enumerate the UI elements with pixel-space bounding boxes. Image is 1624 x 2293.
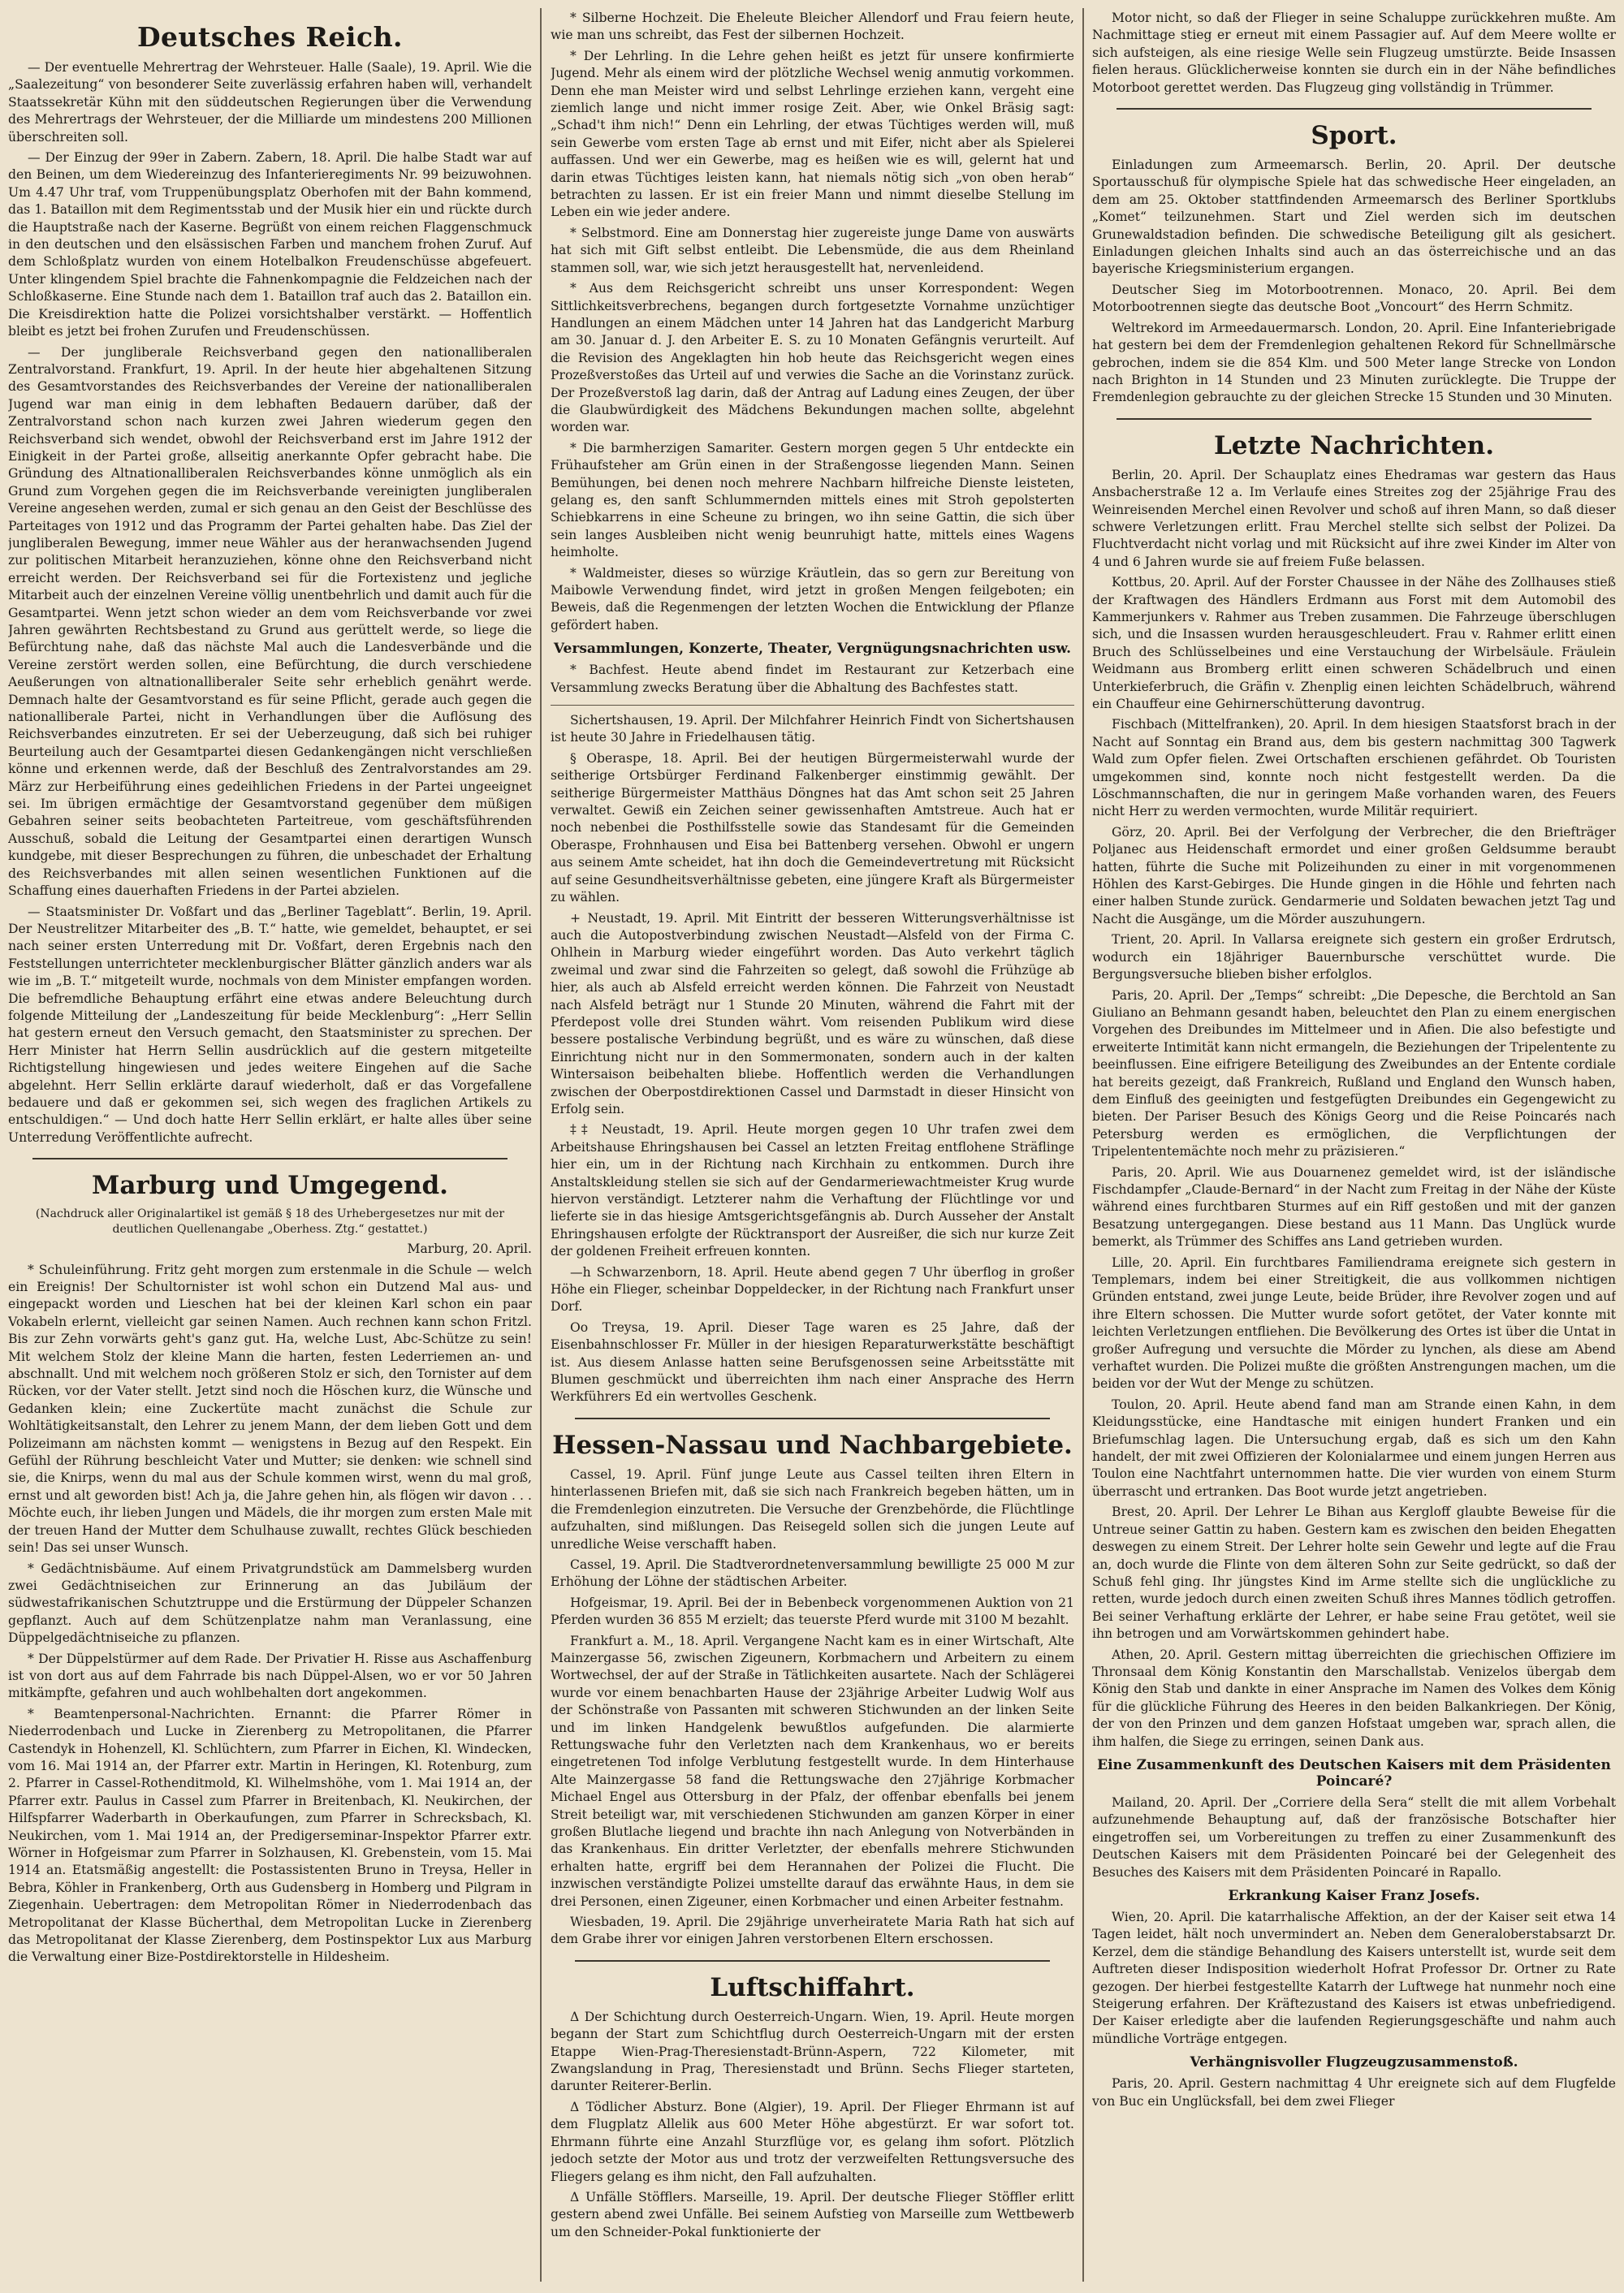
article: Kottbus, 20. April. Auf der Forster Chaussee in der Nähe des Zollhauses stieß der Kraftwagen des Händlers Erdmann aus Forst mit dem Automobil des Kammerjunkers v. Rahmer aus Treben zusammen. Die Fahrzeuge überschlugen sich, und die Insassen wurden herausgeschleudert. Frau v. Rahmer erlitt einen Bruch des Schlüsselbeines und eine Verstauchung der Wirbelsäule. Fräulein Weidmann aus Bromberg erlitt einen schweren Schädelbruch und einen Unterkieferbruch, die Gräfin v. Zhenplig einen leichten Schädelbruch, während ein Chauffeur eine Gehirnerschütterung davontrug. xyxy=(1092,575,1616,711)
article: Paris, 20. April. Wie aus Douarnenez gemeldet wird, ist der isländische Fischdampfer „Claude-Bernard“ in der Nacht zum Freitag in der Nähe der Küste während eines furchtbaren Sturmes auf ein Riff gestoßen und mit der ganzen Besatzung untergegangen. Diese bestand aus 11 Mann. Das Unglück wurde bemerkt, als Trümmer des Schiffes ans Land getrieben wurden. xyxy=(1092,1164,1616,1250)
article: Athen, 20. April. Gestern mittag überreichten die griechischen Offiziere im Thronsaal dem König Konstantin den Marschallstab. Venizelos übergab dem König den Stab und dankte in einer Ansprache im Namen des Volkes dem König für die glückliche Führung des Heeres in den beiden Balkankriegen. Der König, der von den Prinzen und dem ganzen Hofstaat umgeben war, sprach allen, die ihm halfen, die Siege zu erringen, seinen Dank aus. xyxy=(1092,1647,1616,1749)
section-heading: Marburg und Umgegend. xyxy=(92,1171,448,1201)
article: + Neustadt, 19. April. Mit Eintritt der besseren Witterungsverhältnisse ist auch die Autopostverbindung zwischen Neustadt—Alsfeld von der Firma C. Ohlhein in Marburg wieder eingeführt worden. Das Auto verkehrt täglich zweimal und zwar sind die Fahrzeiten so gelegt, daß sowohl die Frühzüge ab hier, als auch ab Alsfeld erreicht werden können. Die Fahrzeit von Neustadt nach Alsfeld beträgt nur 1 Stunde 20 Minuten, während die Fahrt mit der Pferdepost volle drei Stunden währt. Vom reisenden Publikum wird diese bessere postalische Verbindung begrüßt, und es wäre zu wünschen, daß diese Einrichtung nicht nur in den Sommermonaten, sondern auch in der kalten Wintersaison beibehalten bliebe. Hoffentlich werden die Verhandlungen zwischen der Oberpostdirektionen Cassel und Darmstadt in dieser Hinsicht von Erfolg sein. xyxy=(551,910,1074,1116)
article: Wien, 20. April. Die katarrhalische Affektion, an der der Kaiser seit etwa 14 Tagen leidet, hält noch unvermindert an. Neben dem Generaloberstabsarzt Dr. Kerzel, dem die ständige Behandlung des Kaisers unterstellt ist, wurde seit dem Auftreten dieser Indisposition wiederholt Hofrat Professor Dr. Ortner zu Rate gezogen. Der hierbei festgestellte Katarrh der Luftwege hat nunmehr noch eine Steigerung erfahren. Der Kräftezustand des Kaisers ist etwas unbefriedigend. Der Kaiser erledigte aber die laufenden Regierungsgeschäfte und nahm auch mündliche Vorträge entgegen. xyxy=(1092,1910,1616,2046)
article: § Oberaspe, 18. April. Bei der heutigen Bürgermeisterwahl wurde der seitherige Ortsbürger Ferdinand Falkenberger einstimmig gewählt. Der seitherige Bürgermeister Matthäus Döngnes hat das Amt schon seit 25 Jahren verwaltet. Gewiß ein Zeichen seiner gewissenhaften Amtstreue. Auch hat er noch nebenbei die Posthilfsstelle sowie das Standesamt für die Gemeinden Oberaspe, Frohnhausen und Eisa bei Battenberg versehen. Obwohl er ungern aus seinem Amte scheidet, hat ihn doch die Gemeindevertretung mit Rücksicht auf seine Gesundheitsverhältnisse gebeten, eine jüngere Kraft als Bürgermeister zu wählen. xyxy=(551,750,1074,905)
article: * Bachfest. Heute abend findet im Restaurant zur Ketzerbach eine Versammlung zwecks Beratung über die Abhaltung des Bachfestes statt. xyxy=(551,663,1074,695)
article: — Staatsminister Dr. Voßfart und das „Berliner Tageblatt“. Berlin, 19. April. Der Neustrelitzer Mitarbeiter des „B. T.“ hatte, wie gemeldet, behauptet, er sei nach seiner ersten Unterredung mit Dr. Voßfart, deren Ergebnis nach den Feststellungen unterrichteter mecklenburgischer Blätter gänzlich anders war als wie im „B. T.“ mitgeteilt wurde, nochmals von dem Minister empfangen worden. Die befremdliche Behauptung erfährt eine etwas andere Beleuchtung durch folgende Mitteilung der „Landeszeitung für beide Mecklenburg“: „Herr Sellin hat gestern erneut den Versuch gemacht, den Staatsminister zu sprechen. Der Herr Minister hat Herrn Sellin ausdrücklich auf die gestern mitgeteilte Richtigstellung hingewiesen und jedes weitere Eingehen auf die Sache abgelehnt. Herr Sellin erklärte darauf wiederholt, daß er das Vorgefallene bedauere und daß er gekommen sei, sich wegen des fraglichen Artikels zu entschuldigen.“ — Und doch hatte Herr Sellin erklärt, er halte alles über seine Unterredung Veröffentlichte aufrecht. xyxy=(8,904,532,1145)
article: * Aus dem Reichsgericht schreibt uns unser Korrespondent: Wegen Sittlichkeitsverbrechens, begangen durch fortgesetzte Vornahme unzüchtiger Handlungen an einem Mädchen unter 14 Jahren hat das Landgericht Marburg am 30. Januar d. J. den Arbeiter E. S. zu 10 Monaten Gefängnis verurteilt. Auf die Revision des Angeklagten hin hob heute das Reichsgericht wegen eines Prozeßverstoßes das Urteil auf und verwies die Sache an die Vorinstanz zurück. Der Prozeßverstoß lag darin, daß der Antrag auf Ladung eines Zeugen, der über die Glaubwürdigkeit des Mädchens Bekundungen machen sollte, abgelehnt worden war. xyxy=(551,281,1074,435)
section-heading: Sport. xyxy=(1311,121,1397,151)
section-divider xyxy=(1116,108,1592,110)
article: Oo Treysa, 19. April. Dieser Tage waren es 25 Jahre, daß der Eisenbahnschlosser Fr. Müller in der hiesigen Reparaturwerkstätte beschäftigt ist. Aus diesem Anlasse hatten seine Berufsgenossen seine Arbeitsstätte mit Blumen geschmückt und überreichten ihm nach einer Ansprache des Herrn Werkführers Ed ein wertvolles Geschenk. xyxy=(551,1319,1074,1405)
article: Berlin, 20. April. Der Schauplatz eines Ehedramas war gestern das Haus Ansbacherstraße 12 a. Im Verlaufe eines Streites zog der 25jährige Frau des Weinreisenden Merchel einen Revolver und schoß auf ihren Mann, so daß dieser schwere Verletzungen erlitt. Frau Merchel stellte sich selbst der Polizei. Da Fluchtverdacht nicht vorlag und mit Rücksicht auf ihre zwei Kinder im Alter von 4 und 6 Jahren wurde sie auf freiem Fuße belassen. xyxy=(1092,467,1616,569)
article: Paris, 20. April. Gestern nachmittag 4 Uhr ereignete sich auf dem Flugfelde von Buc ein Unglücksfall, bei dem zwei Flieger xyxy=(1092,2076,1616,2109)
article: Einladungen zum Armeemarsch. Berlin, 20. April. Der deutsche Sportausschuß für olympische Spiele hat das schwedische Heer eingeladen, an dem am 25. Oktober stattfindenden Armeemarsch des Berliner Sportklubs „Komet“ teilzunehmen. Start und Ziel werden sich im deutschen Grunewaldstadion befinden. Die schwedische Beteiligung gilt als gesichert. Einladungen gleichen Inhalts sind auch an das österreichische und an das bayerische Kriegsministerium ergangen. xyxy=(1092,158,1616,277)
column-rule xyxy=(1082,8,1084,2282)
article: Motor nicht, so daß der Flieger in seine Schaluppe zurückkehren mußte. Am Nachmittage stieg er erneut mit einem Passagier auf. Auf dem Meere wollte er sich aufsteigen, als eine riesige Welle sein Flugzeug umstürzte. Beide Insassen fielen heraus. Glücklicherweise konnten sie durch ein in der Nähe befindliches Motorboot gerettet werden. Das Flugzeug ging vollständig in Trümmer. xyxy=(1092,11,1616,95)
dateline: Marburg, 20. April. xyxy=(407,1242,532,1257)
section-heading: Letzte Nachrichten. xyxy=(1213,430,1494,460)
article: — Der Einzug der 99er in Zabern. Zabern, 18. April. Die halbe Stadt war auf den Beinen, um dem Wiedereinzug des Infanterieregiments Nr. 99 beizuwohnen. Um 4.47 Uhr traf, vom Truppenübungsplatz Oberhofen mit der Bahn kommend, das 1. Bataillon mit dem Regimentsstab und der Musik hier ein und rückte durch die Hauptstraße nach der Kaserne. Begrüßt von einem reichen Flaggenschmuck in den deutschen und den elsässischen Farben und manchem frohen Zuruf. Auf dem Schloßplatz wurden von einem Hotelbalkon Freudenschüsse abgefeuert. Unter klingendem Spiel brachte die Fahnenkompagnie die Feldzeichen nach der Schloßkaserne. Eine Stunde nach dem 1. Bataillon traf auch das 2. Bataillon ein. Die Kreisdirektion hatte die Polizei vorsichtshalber verstärkt. — Hoffentlich bleibt es jetzt bei frohen Zurufen und Freudenschüssen. xyxy=(8,150,532,339)
article: Görz, 20. April. Bei der Verfolgung der Verbrecher, die den Briefträger Poljanec aus Heidenschaft ermordet und einer großen Geldsumme beraubt hatten, führte die Suche mit Polizeihunden zu einer in mit vorgenommenen Höhlen des Karst-Gebirges. Die Hunde gingen in die Höhle und fehrten nach einer halben Stunde zurück. Gendarmerie und Soldaten bewachen jetzt Tag und Nacht die Ausgänge, um die Mörder auszuhungern. xyxy=(1092,824,1616,926)
article: Brest, 20. April. Der Lehrer Le Bihan aus Kergloff glaubte Beweise für die Untreue seiner Gattin zu haben. Gestern kam es zwischen den beiden Ehegatten deswegen zu einem Streit. Der Lehrer holte sein Gewehr und legte auf die Frau an, doch wurde die Flinte von dem älteren Sohn zur Seite gedrückt, so daß der Schuß fehl ging. Ihr jüngstes Kind im Arme stellte sich die unglückliche zu retten, wurde jedoch durch einen zweiten Schuß ihres Mannes tödlich getroffen. Bei seiner Verhaftung erklärte der Lehrer, er habe seine Frau getötet, weil sie ihn betrogen und am Vorwärtskommen gehindert habe. xyxy=(1092,1505,1616,1642)
copyright-note: (Nachdruck aller Originalartikel ist gemäß § 18 des Urhebergesetzes nur mit der deutlichen Quellenangabe „Oberhess. Ztg.“ gestattet.) xyxy=(35,1207,505,1237)
article: Sichertshausen, 19. April. Der Milchfahrer Heinrich Findt von Sichertshausen ist heute 30 Jahre in Friedelhausen tätig. xyxy=(551,713,1074,745)
article: Lille, 20. April. Ein furchtbares Familiendrama ereignete sich gestern in Templemars, indem bei einer Streitigkeit, die aus vollkommen nichtigen Gründen entstand, zwei junge Leute, beide Brüder, ihre Revolver zogen und auf ihre Eltern schossen. Die Mutter wurde sofort getötet, der Vater konnte mit leichten Verletzungen entfliehen. Die Bevölkerung des Ortes ist über die Untat in großer Aufregung und versuchte die Mörder zu lynchen, als diese am Abend verhaftet wurden. Die Polizei mußte die größten Anstrengungen machen, um die beiden vor der Wut der Menge zu schützen. xyxy=(1092,1254,1616,1392)
section-divider xyxy=(575,1418,1050,1419)
article: * Silberne Hochzeit. Die Eheleute Bleicher Allendorf und Frau feiern heute, wie man uns schreibt, das Fest der silbernen Hochzeit. xyxy=(551,11,1074,43)
column-rule xyxy=(540,8,542,2282)
article: Fischbach (Mittelfranken), 20. April. In dem hiesigen Staatsforst brach in der Nacht auf Sonntag ein Brand aus, dem bis gestern nachmittag 300 Tagwerk Wald zum Opfer fielen. Zwei Ortschaften erschienen gefährdet. Ob Touristen umgekommen sind, konnte noch nicht festgestellt werden. Da die Löschmannschaften, die nur in geringem Maße vorhanden waren, des Feuers nicht Herr zu werden vermochten, wurde Militär requiriert. xyxy=(1092,717,1616,819)
column-3 xyxy=(1092,10,1616,2283)
article: Δ Tödlicher Absturz. Bone (Algier), 19. April. Der Flieger Ehrmann ist auf dem Flugplatz Allelik aus 600 Meter Höhe abgestürzt. Er war sofort tot. Ehrmann führte eine Anzahl Sturzflüge vor, es gelang ihm sofort. Plötzlich jedoch setzte der Motor aus und trotz der verzweifelten Rettungsversuche des Fliegers gelang es ihm nicht, den Fall aufzuhalten. xyxy=(551,2099,1074,2184)
article: Δ Unfälle Stöfflers. Marseille, 19. April. Der deutsche Flieger Stöffler erlitt gestern abend zwei Unfälle. Bei seinem Aufstieg von Marseille zum Wettbewerb um den Schneider-Pokal funktionierte der xyxy=(551,2189,1074,2239)
article: Trient, 20. April. In Vallarsa ereignete sich gestern ein großer Erdrutsch, wodurch ein 18jähriger Bauernbursche verschüttet wurde. Die Bergungsversuche blieben bisher erfolglos. xyxy=(1092,932,1616,982)
subsection-heading: Erkrankung Kaiser Franz Josefs. xyxy=(1228,1888,1480,1904)
article: Δ Der Schichtung durch Oesterreich-Ungarn. Wien, 19. April. Heute morgen begann der Start zum Schichtflug durch Oesterreich-Ungarn mit der ersten Etappe Wien-Prag-Theresienstadt-Brünn-Aspern, 722 Kilometer, mit Zwangslandung in Prag, Theresienstadt und Brünn. Sechs Flieger starteten, darunter Reiterer-Berlin. xyxy=(551,2009,1074,2094)
article: Cassel, 19. April. Fünf junge Leute aus Cassel teilten ihren Eltern in hinterlassenen Briefen mit, daß sie sich nach Frankreich begeben hätten, um in die Fremdenlegion einzutreten. Die Versuche der Grenzbehörde, die Flüchtlinge aufzuhalten, sind mißlungen. Das Reisegeld sollen sich die jungen Leute auf unredliche Weise verschafft haben. xyxy=(551,1466,1074,1552)
article: * Gedächtnisbäume. Auf einem Privatgrundstück am Dammelsberg wurden zwei Gedächtniseichen zur Erinnerung an das Jubiläum der südwestafrikanischen Schutztruppe und die Erstürmung der Düppeler Schanzen gepflanzt. Auch auf dem Schützenplatze nahm man Veranlassung, eine Düppelgedächtniseiche zu pflanzen. xyxy=(8,1561,532,1646)
column-2 xyxy=(551,10,1074,2283)
section-divider xyxy=(1116,418,1592,420)
article: Toulon, 20. April. Heute abend fand man am Strande einen Kahn, in dem Kleidungsstücke, eine Handtasche mit einigen hundert Franken und ein Briefumschlag lagen. Die Untersuchung ergab, daß es sich um den Kahn handelt, der mit zwei Offizieren der Kolonialarmee und einem jungen Herren aus Toulon eine Nachtfahrt unternommen hatte. Die vier wurden von einem Sturm überrascht und ertranken. Das Boot wurde jetzt angetrieben. xyxy=(1092,1397,1616,1499)
article: * Der Lehrling. In die Lehre gehen heißt es jetzt für unsere konfirmierte Jugend. Mehr als einem wird der plötzliche Wechsel wenig anmutig vorkommen. Denn ehe man Meister wird und selbst Lehrlinge erziehen kann, vergeht eine ziemlich lange und nicht immer rosige Zeit. Aber, wie Onkel Bräsig sagt: „Schad't ihm nich!“ Denn ein Lehrling, der etwas Tüchtiges werden will, muß sein Gewerbe vom ersten Tage ab ernst und mit Eifer, nicht aber als Spielerei auffassen. Und wer ein Gewerbe, mag es heißen wie es will, gelernt hat und darin etwas Tüchtiges leisten kann, hat niemals nötig sich „von oben herab“ betrachten zu lassen. Er ist ein freier Mann und nimmt dieselbe Stellung im Leben ein wie jeder andere. xyxy=(551,48,1074,220)
article: ‡‡ Neustadt, 19. April. Heute morgen gegen 10 Uhr trafen zwei dem Arbeitshause Ehringshausen bei Cassel an letzten Freitag entflohene Sträflinge hier ein, um in der Richtung nach Kirchhain zu entkommen. Durch ihre Anstaltskleidung stellen sie sich auf der Gendarmeriewachtmeister Krug wurde hiervon verständigt. Letzterer nahm die Verhaftung der Flüchtlinge vor und lieferte sie in das hiesige Amtsgerichtsgefängnis ab. Durch Ausseher der Anstalt Ehringshausen erfolgte der Rücktransport der Ausreißer, die sich nur kurze Zeit der goldenen Freiheit erfreuen konnten. xyxy=(551,1122,1074,1259)
section-heading: Hessen-Nassau und Nachbargebiete. xyxy=(552,1430,1073,1460)
article: * Selbstmord. Eine am Donnerstag hier zugereiste junge Dame von auswärts hat sich mit Gift selbst entleibt. Die Lebensmüde, die aus dem Rheinland stammen soll, war, wie sich jetzt herausgestellt hat, nervenleidend. xyxy=(551,225,1074,275)
subsection-heading: Versammlungen, Konzerte, Theater, Vergnügungsnachrichten usw. xyxy=(553,641,1072,658)
section-heading: Deutsches Reich. xyxy=(136,21,404,53)
section-divider xyxy=(32,1158,508,1159)
article: Paris, 20. April. Der „Temps“ schreibt: „Die Depesche, die Berchtold an San Giuliano an Behmann gesandt haben, beleuchtet den Plan zu einem energischen Vorgehen des Dreibundes im Mittelmeer und in Afien. Die also befestigte und erweiterte Intimität kann nicht ermangeln, die Beziehungen der Tripelentente zu beeinflussen. Eine eifrigere Beteiligung des Zweibundes an der Entente cordiale hat bereits gezeigt, daß Frankreich, Rußland und England den Wunsch haben, dem Einfluß des geeinigten und festgefügten Dreibundes ein Gegengewicht zu bieten. Der Pariser Besuch des Königs Georg und die Reise Poincarés nach Petersburg werden es ermöglichen, die Verpflichtungen der Tripelententemächte noch mehr zu präzisieren.“ xyxy=(1092,987,1616,1159)
article: Deutscher Sieg im Motorbootrennen. Monaco, 20. April. Bei dem Motorbootrennen siegte das deutsche Boot „Voncourt“ des Herrn Schmitz. xyxy=(1092,282,1616,315)
article: Frankfurt a. M., 18. April. Vergangene Nacht kam es in einer Wirtschaft, Alte Mainzergasse 56, zwischen Zigeunern, Korbmachern und Arbeitern zu einem Wortwechsel, der auf der Straße in Tätlichkeiten ausartete. Nach der Schlägerei wurde vor einem benachbarten Hause der 23jährige Arbeiter Ludwig Wolf aus der Schönstraße von Passanten mit schweren Stichwunden an der linken Seite und im linken Handgelenk bewußtlos aufgefunden. Die alarmierte Rettungswache fuhr den Verletzten nach dem Krankenhaus, wo er bereits eingetretenen Tod infolge Verblutung festgestellt wurde. In dem Hinterhause Alte Mainzergasse 58 fand die Rettungswache den 27jährige Korbmacher Michael Engel aus Ottersburg in der Pfalz, der offenbar ebenfalls bei jenem Streit beteiligt war, mit verschiedenen Stichwunden am ganzen Körper in einer großen Blutlache liegend und brachte ihn nach Anlegung von Notverbänden in das Krankenhaus. Ein dritter Verletzter, der ebenfalls mehrere Stichwunden erhalten hatte, ergriff bei dem Herannahen der Polizei die Flucht. Die inzwischen verständigte Polizei umstellte darauf das erwähnte Haus, in dem sie drei Personen, einen Zigeuner, einen Korbmacher und einen Arbeiter festnahm. xyxy=(551,1633,1074,1909)
section-divider xyxy=(575,1960,1050,1962)
article: Mailand, 20. April. Der „Corriere della Sera“ stellt die mit allem Vorbehalt aufzunehmende Behauptung auf, daß der französische Botschafter hier eingetroffen sei, um Vorbereitungen zu treffen zu einer Zusammenkunft des Deutschen Kaisers mit dem Präsidenten Poincaré bei der Gelegenheit des Besuches des Kaisers mit dem Präsidenten Poincaré in Rapallo. xyxy=(1092,1794,1616,1880)
article: Weltrekord im Armeedauermarsch. London, 20. April. Eine Infanteriebrigade hat gestern bei dem der Fremdenlegion gehaltenen Rekord für Schnellmärsche gebrochen, indem sie die 854 Klm. und 500 Meter lange Strecke von London nach Brighton in 14 Stunden und 23 Minuten zurücklegte. Die Truppe der Fremdenlegion gebrauchte zu der gleichen Strecke 15 Stunden und 30 Minuten. xyxy=(1092,320,1616,405)
article: * Die barmherzigen Samariter. Gestern morgen gegen 5 Uhr entdeckte ein Frühaufsteher am Grün einen in der Straßengosse liegenden Mann. Seinen Bemühungen, bei denen noch mehrere Nachbarn hilfreiche Dienste leisteten, gelang es, den sanft Schlummernden mittels eines mit Stroh gepolsterten Schiebkarrens in eine Scheune zu bringen, wo ihn seine Gattin, die sich über sein langes Ausbleiben nicht wenig beunruhigt hatte, mittels eines Wagens heimholte. xyxy=(551,440,1074,560)
article: Cassel, 19. April. Die Stadtverordnetenversammlung bewilligte 25 000 M zur Erhöhung der Löhne der städtischen Arbeiter. xyxy=(551,1557,1074,1590)
subsection-heading: Eine Zusammenkunft des Deutschen Kaisers mit dem Präsidenten Poincaré? xyxy=(1097,1756,1611,1790)
article: —h Schwarzenborn, 18. April. Heute abend gegen 7 Uhr überflog in großer Höhe ein Flieger, scheinbar Doppeldecker, in der Richtung nach Frankfurt unser Dorf. xyxy=(551,1264,1074,1315)
article: * Waldmeister, dieses so würzige Kräutlein, das so gern zur Bereitung von Maibowle Verwendung findet, wird jetzt in großen Mengen feilgeboten; ein Beweis, daß die Regenmengen der letzten Wochen die Entwicklung der Pflanze gefördert haben. xyxy=(551,565,1074,633)
article: — Der jungliberale Reichsverband gegen den nationalliberalen Zentralvorstand. Frankfurt, 19. April. In der heute hier abgehaltenen Sitzung des Gesamtvorstandes des Reichsverbandes der Vereine der nationalliberalen Jugend war man einig in dem lebhaften Bedauern darüber, daß der Zentralvorstand schon nach kurzen zwei Jahren wiederum gegen den Reichsverband sich wendet, obwohl der Reichsverband erst im Jahre 1912 der Einigkeit in der Partei große, allseitig anerkannte Opfer gebracht habe. Die Gründung des Altnationalliberalen Reichsverbandes könne unmöglich als ein Grund zum Vorgehen gegen die im Reichsverbande vereinigten jungliberalen Vereine angesehen werden, zumal er sich genau an den Geist der Beschlüsse des Parteitages von 1912 und das Programm der Partei gehalten habe. Das Ziel der jungliberalen Bewegung, immer neue Wähler aus der heranwachsenden Jugend zur politischen Mitarbeit heranzuziehen, könne ohne den Reichsverband nicht erreicht werden. Der Reichsverband sei für die Fortexistenz und jegliche Mitarbeit auch der einzelnen Vereine völlig unentbehrlich und damit auch für die Gesamtpartei. Wenn jetzt schon wieder an dem vom Reichsverbande vor zwei Jahren gewährten Rechtsbestand zu Grund aus gerüttelt werde, so liege die Befürchtung nahe, daß das nächste Mal auch die Landesverbände und die Vereine zerstört werden sollen, eine Befürchtung, die durch verschiedene Aeußerungen von altnationalliberaler Seite sehr erheblich genährt werde. Demnach halte der Gesamtvorstand es für seine Pflicht, gerade auch gegen die nationalliberale Partei, nicht in Verhandlungen über die Auflösung des Reichsverbandes einzutreten. Er sei der Ueberzeugung, daß sich bei ruhiger Beurteilung auch der Gesamtpartei diesen Gedankengängen nicht verschließen könne und erkennen werde, daß der Beschluß des Zentralvorstandes am 29. März zur Herbeiführung eines gedeihlichen Friedens in der Partei ungeeignet sei. Im übrigen ermächtige der Gesamtvorstand gegenüber dem müßigen Gebahren seiner seits beobachteten Parteitreue, vom geschäftsführenden Ausschuß, sobald die Leitung der Gesamtpartei einen derartigen Wunsch kundgebe, mit dieser Besprechungen zu führen, die unbeschadet der Erhaltung des Reichsverbandes mit allen seinen wesentlichen Funktionen auf die Schaffung eines dauerhaften Friedens in der Partei abzielen. xyxy=(8,344,532,899)
article: * Schuleinführung. Fritz geht morgen zum erstenmale in die Schule — welch ein Ereignis! Der Schultornister ist wohl schon ein Dutzend Mal aus- und eingepackt worden und Lieschen hat bei der kleinen Karl schon ein paar Vokabeln erlernt, vielleicht gar seinen Namen. Auch rechnen kann schon Fritzl. Bis zur Zehn vorwärts geht's ganz gut. Ha, welche Lust, Abc-Schütze zu sein! Mit welchem Stolz der kleine Mann die harten, festen Lederriemen an- und abschnallt. Und mit welchem noch größeren Stolz er sich, den Tornister auf dem Rücken, vor der Vater stellt. Jetzt sind noch die Höschen kurz, die Wünsche und Gedanken klein; eine Zuckertüte macht zunächst die Schule zur Wohltätigkeitsanstalt, den Lehrer zu jenem Mann, der dem lieben Gott und dem Polizeimann am nächsten kommt — wenigstens in Bezug auf den Respekt. Ein Gefühl der Rührung beschleicht Vater und Mutter; sie denken: wie schnell sind sie, die Knirps, wenn du mal aus der Schule kommen wirst, wenn du mal groß, ernst und alt geworden bist! Ach ja, die Jahre gehen hin, als flögen wir davon . . . Möchte euch, ihr lieben Jungen und Mädels, die ihr morgen zum ersten Male mit der treuen Hand der Mutter dem Schulhause zuwallt, rechtes Glück beschieden sein! Das sei unser Wunsch. xyxy=(8,1262,532,1556)
article: Hofgeismar, 19. April. Bei der in Bebenbeck vorgenommenen Auktion von 21 Pferden wurden 36 855 M erzielt; das teuerste Pferd wurde mit 3100 M bezahlt. xyxy=(551,1595,1074,1628)
divider xyxy=(551,705,1074,706)
article: * Beamtenpersonal-Nachrichten. Ernannt: die Pfarrer Römer in Niederrodenbach und Lucke in Zierenberg zu Metropolitanen, die Pfarrer Castendyk in Hohenzell, Kl. Schlüchtern, zum Pfarrer in Eichen, Kl. Windecken, vom 16. Mai 1914 an, der Pfarrer extr. Martin in Heringen, Kl. Rotenburg, zum 2. Pfarrer in Cassel-Rothenditmold, Kl. Wilhelmshöhe, vom 1. Mai 1914 an, der Pfarrer extr. Paulus in Cassel zum Pfarrer in Breitenbach, Kl. Neukirchen, der Hilfspfarrer Waderbarth in Oberkaufungen, zum Pfarrer in Schrecksbach, Kl. Neukirchen, vom 1. Mai 1914 an, der Predigerseminar-Inspektor Pfarrer extr. Wörner in Hofgeismar zum Pfarrer in Solzhausen, Kl. Grebenstein, vom 15. Mai 1914 an. Etatsmäßig angestellt: die Postassistenten Bruno in Treysa, Heller in Bebra, Köhler in Frankenberg, Orth aus Gudensberg in Homberg und Pilgram in Ziegenhain. Uebertragen: dem Metropolitan Römer in Niederrodenbach das Metropolitanat der Klasse Bücherthal, dem Metropolitan Lucke in Zierenberg das Metropolitanat der Klasse Zierenberg, dem Postinspektor Lux aus Marburg die Verwaltung einer Bize-Postdirektorstelle in Hildesheim. xyxy=(8,1706,532,1965)
column-1 xyxy=(8,10,532,2283)
article: Wiesbaden, 19. April. Die 29jährige unverheiratete Maria Rath hat sich auf dem Grabe ihrer vor einigen Jahren verstorbenen Eltern erschossen. xyxy=(551,1915,1074,1947)
article: — Der eventuelle Mehrertrag der Wehrsteuer. Halle (Saale), 19. April. Wie die „Saalezeitung“ von besonderer Seite zuverlässig erfahren haben will, verhandelt Staatssekretär Kühn mit den süddeutschen Regierungen über die Verwendung des Mehrertrags der Wehrsteuer, der die Milliarde um mindestens 200 Millionen überschreiten soll. xyxy=(8,60,532,145)
section-heading: Luftschiffahrt. xyxy=(710,1972,915,2002)
article: * Der Düppelstürmer auf dem Rade. Der Privatier H. Risse aus Aschaffenburg ist von dort aus auf dem Fahrrade bis nach Düppel-Alsen, wo er vor 50 Jahren mitkämpfte, gefahren und auch wohlbehalten dort angekommen. xyxy=(8,1651,532,1701)
subsection-heading: Verhängnisvoller Flugzeugzusammenstoß. xyxy=(1190,2054,1518,2071)
